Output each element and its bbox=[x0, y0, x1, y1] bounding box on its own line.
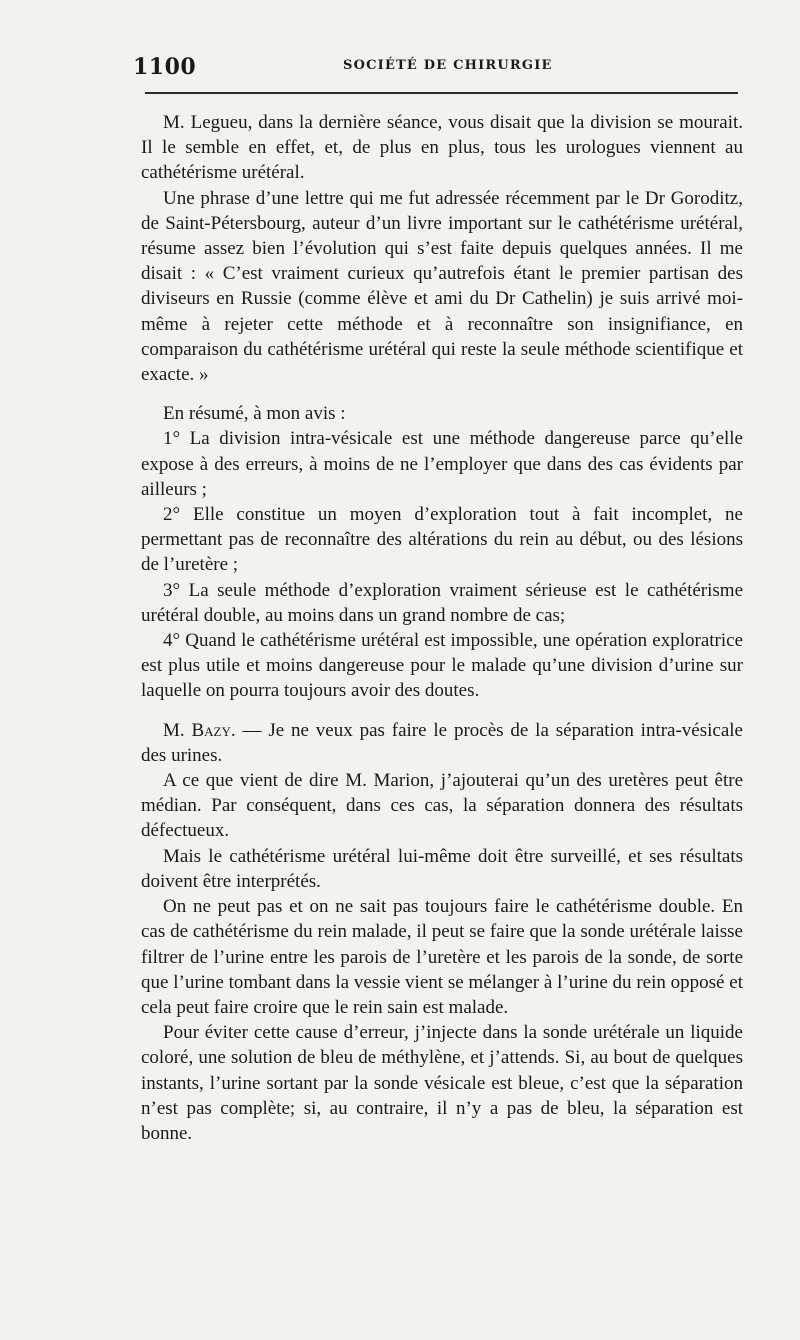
header-rule bbox=[145, 92, 738, 94]
paragraph: M. Legueu, dans la dernière séance, vous disait que la division se mourait. Il le semble en effet, et, de plus en plus, tous les urologues viennent au cathétérisme urétéral. bbox=[141, 112, 743, 184]
paragraph-speaker bbox=[141, 718, 743, 768]
paragraph: On ne peut pas et on ne sait pas toujours faire le cathétérisme double. En cas de cathétérisme du rein malade, il peut se faire que la sonde urétérale laisse filtrer de l’urine entre les parois de l’uretère et les parois de la sonde, de sorte que l’urine tombant dans la vessie vient se mélanger à l’urine du rein opposé et cela peut faire croire que le rein sain est malade. bbox=[141, 896, 743, 1018]
paragraph: A ce que vient de dire M. Marion, j’ajouterai qu’un des uretères peut être médian. Par conséquent, dans ces cas, la séparation donnera des résultats défectueux. bbox=[141, 770, 743, 842]
paragraph: Une phrase d’une lettre qui me fut adressée récemment par le Dr Goroditz, de Saint-Pétersbourg, auteur d’un livre important sur le cathétérisme urétéral, résume assez bien l’évolution qui s’est faite depuis quelques années. Il me disait : « C’est vraiment curieux qu’autrefois étant le premier partisan des diviseurs en Russie (comme élève et ami du Dr Cathelin) je suis arrivé moi-même à rejeter cette méthode et à reconnaître son insignifiance, en comparaison du cathétérisme urétéral qui reste la seule méthode scientifique et exacte. » bbox=[141, 187, 743, 386]
paragraph: 2° Elle constitue un moyen d’exploration tout à fait incomplet, ne permettant pas de reconnaître des altérations du rein au début, ou des lésions de l’uretère ; bbox=[141, 504, 743, 576]
paragraph: Pour éviter cette cause d’erreur, j’injecte dans la sonde urétérale un liquide coloré, une solution de bleu de méthylène, et j’attends. Si, au bout de quelques instants, l’urine sortant par la sonde vésicale est bleue, c’est que la séparation n’est pas complète; si, au contraire, il n’y a pas de bleu, la séparation est bonne. bbox=[141, 1022, 743, 1144]
paragraph: 3° La seule méthode d’exploration vraiment sérieuse est le cathétérisme urétéral double, au moins dans un grand nombre de cas; bbox=[141, 579, 743, 626]
page-number: 1100 bbox=[133, 54, 197, 80]
header-title: SOCIÉTÉ DE CHIRURGIE bbox=[343, 58, 553, 73]
speaker-text: — Je ne veux pas faire le procès de la séparation intra-vésicale des urines. bbox=[141, 719, 743, 766]
paragraph: 1° La division intra-vésicale est une méthode dangereuse parce qu’elle expose à des erreurs, à moins de ne l’employer que dans des cas évidents par ailleurs ; bbox=[141, 428, 743, 500]
paragraph: 4° Quand le cathétérisme urétéral est impossible, une opération exploratrice est plus utile et moins dangereuse pour le malade qu’une division d’urine sur laquelle on pourra toujours avoir des doutes. bbox=[141, 630, 743, 702]
paragraph: Mais le cathétérisme urétéral lui-même doit être surveillé, et ses résultats doivent être interprétés. bbox=[141, 845, 743, 892]
running-head bbox=[133, 54, 738, 84]
paragraph: En résumé, à mon avis : bbox=[163, 403, 346, 425]
body-text bbox=[141, 110, 743, 1146]
speaker-name: M. Bazy. bbox=[163, 719, 236, 741]
